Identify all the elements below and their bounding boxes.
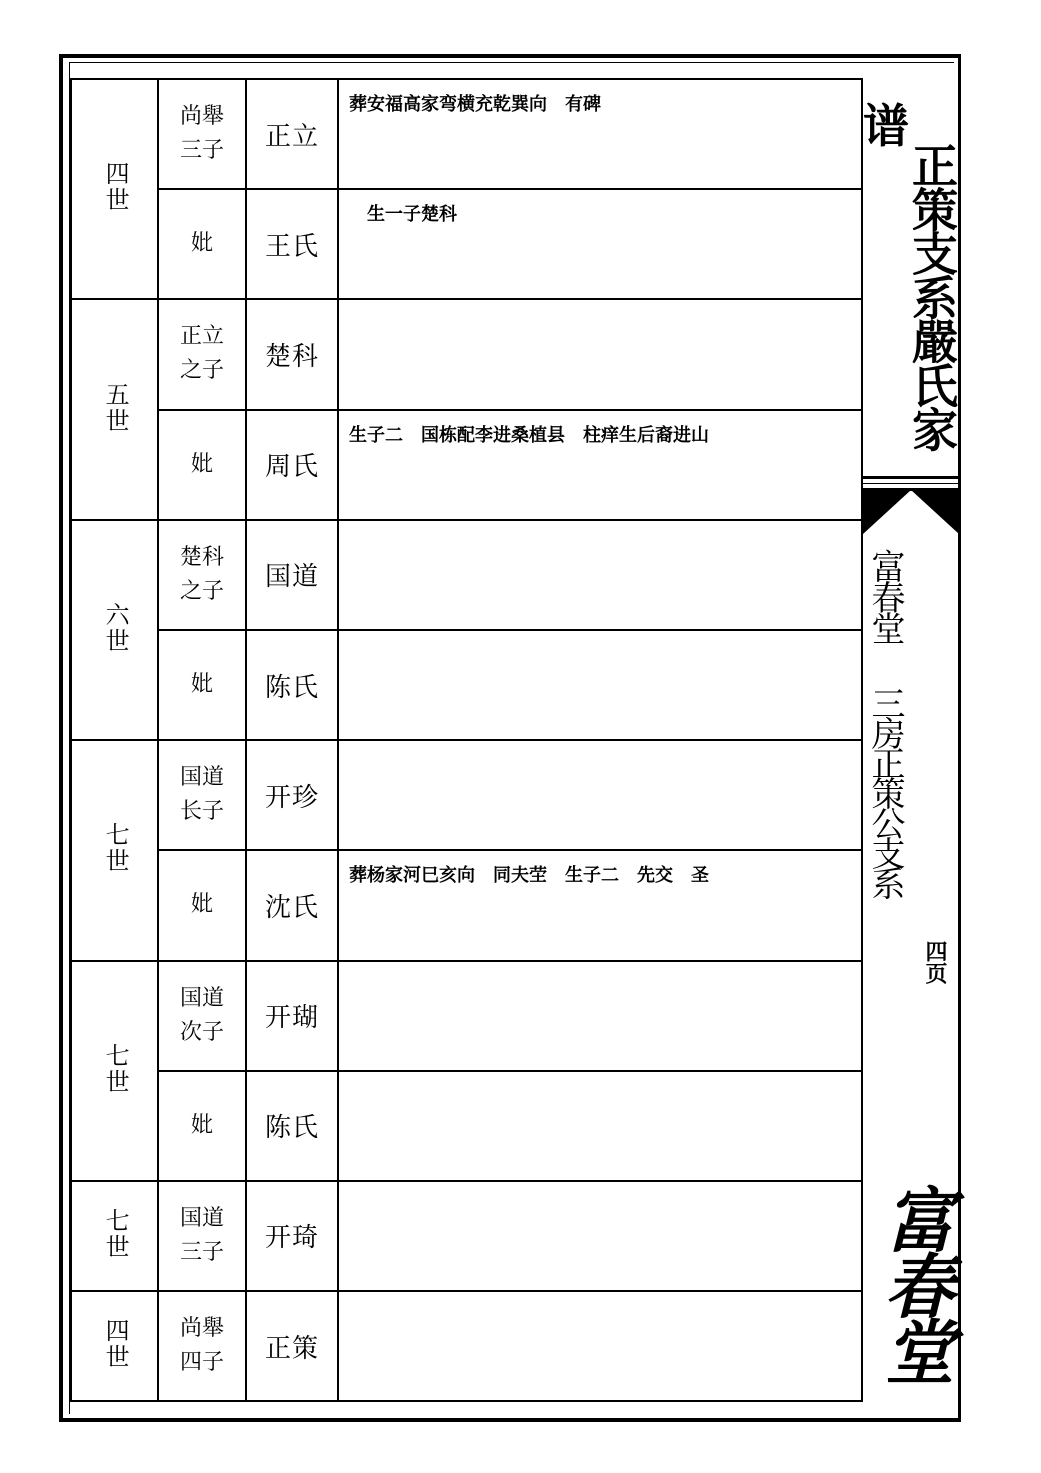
name-cell (246, 410, 338, 520)
note-cell (338, 630, 862, 740)
person-name: 楚科 (264, 341, 319, 372)
name-cell (246, 520, 338, 630)
name-cell (246, 850, 338, 960)
name-cell (246, 740, 338, 850)
relation-line-1: 楚科 (179, 544, 224, 570)
name-cell (246, 189, 338, 299)
divider-line (863, 476, 959, 479)
relation-cell (158, 740, 246, 850)
note-text: 葬杨家河巳亥向 同夫茔 生子二 先交 圣 (349, 865, 709, 887)
note-cell (338, 189, 862, 299)
person-name: 沈氏 (264, 892, 319, 923)
generation-cell (71, 1291, 158, 1401)
relation-line-1: 国道 (179, 1205, 224, 1231)
note-text (339, 962, 861, 972)
relation-line-2: 长子 (179, 799, 224, 825)
note-text (339, 521, 861, 531)
person-name: 国道 (264, 562, 319, 593)
table-row (71, 299, 862, 409)
generation-label: 七世 (101, 1042, 130, 1095)
genealogy-table (70, 78, 863, 1402)
table-row (71, 410, 862, 520)
name-cell (246, 1071, 338, 1181)
name-cell (246, 630, 338, 740)
relation-line-1: 尚舉 (179, 1316, 224, 1342)
note-text: 生一子楚科 (349, 204, 457, 226)
relation-line-1: 国道 (179, 765, 224, 791)
relation-cell (158, 1291, 246, 1401)
relation-line-2: 三子 (179, 138, 224, 164)
name-cell (246, 299, 338, 409)
name-cell (246, 79, 338, 189)
name-cell (246, 1181, 338, 1291)
genealogy-title: 正策支系嚴氏家 (905, 142, 959, 450)
note-text: 葬安福高家弯横充乾巽向 有碑 (349, 94, 601, 115)
relation-cell (158, 520, 246, 630)
relation-cell (158, 410, 246, 520)
relation-label: 妣 (190, 231, 213, 257)
title-pu-char: 谱 (863, 99, 909, 153)
chevron-ornament (863, 488, 959, 534)
note-cell (338, 79, 862, 189)
note-text (339, 1072, 861, 1082)
relation-cell (158, 1071, 246, 1181)
table-row (71, 189, 862, 299)
note-cell (338, 850, 862, 960)
page-number: 四页 (922, 940, 948, 984)
relation-line-2: 之子 (179, 578, 224, 604)
relation-line-2: 次子 (179, 1019, 224, 1045)
note-text: 生子二 国栋配李进桑植县 柱痒生后裔进山 (349, 424, 709, 446)
side-title-panel (863, 56, 959, 1420)
generation-cell (71, 299, 158, 519)
relation-label: 妣 (190, 1112, 213, 1138)
table-row (71, 1291, 862, 1401)
relation-line-2: 四子 (179, 1350, 224, 1376)
divider-line (863, 483, 959, 484)
note-text (339, 1182, 861, 1192)
brand-calligraphy: 富春堂 (873, 1184, 956, 1382)
relation-cell (158, 961, 246, 1071)
generation-label: 七世 (101, 1207, 130, 1260)
note-cell (338, 410, 862, 520)
relation-cell (158, 79, 246, 189)
note-text (339, 631, 861, 641)
person-name: 开珍 (264, 782, 319, 813)
generation-label: 六世 (101, 601, 130, 654)
relation-line-1: 正立 (179, 324, 224, 350)
name-cell (246, 1291, 338, 1401)
generation-cell (71, 79, 158, 299)
note-cell (338, 740, 862, 850)
relation-cell (158, 189, 246, 299)
generation-cell (71, 1181, 158, 1291)
note-cell (338, 299, 862, 409)
generation-label: 四世 (101, 161, 130, 214)
table-row (71, 1071, 862, 1181)
table-row (71, 630, 862, 740)
note-cell (338, 1071, 862, 1181)
relation-line-2: 三子 (179, 1239, 224, 1265)
relation-label: 妣 (190, 672, 213, 698)
relation-line-2: 之子 (179, 358, 224, 384)
generation-label: 四世 (101, 1318, 130, 1371)
name-cell (246, 961, 338, 1071)
table-row (71, 961, 862, 1071)
relation-cell (158, 1181, 246, 1291)
person-name: 开瑚 (264, 1003, 319, 1034)
person-name: 陈氏 (264, 672, 319, 703)
generation-cell (71, 740, 158, 960)
relation-line-1: 尚舉 (179, 104, 224, 130)
hall-name: 富春堂 (865, 549, 905, 642)
table-row (71, 79, 862, 189)
person-name: 正策 (264, 1333, 319, 1364)
person-name: 周氏 (264, 452, 319, 483)
table-row (71, 1181, 862, 1291)
generation-label: 五世 (101, 381, 130, 434)
relation-cell (158, 299, 246, 409)
generation-cell (71, 520, 158, 740)
person-name: 开琦 (264, 1223, 319, 1254)
note-cell (338, 1291, 862, 1401)
note-text (339, 1292, 861, 1302)
note-cell (338, 520, 862, 630)
relation-label: 妣 (190, 451, 213, 477)
person-name: 陈氏 (264, 1113, 319, 1144)
person-name: 正立 (264, 121, 319, 152)
table-row (71, 850, 862, 960)
branch-name: 三房正策公支系 (865, 686, 905, 896)
relation-cell (158, 850, 246, 960)
note-text (339, 741, 861, 751)
note-cell (338, 1181, 862, 1291)
relation-label: 妣 (190, 892, 213, 918)
note-cell (338, 961, 862, 1071)
relation-line-1: 国道 (179, 985, 224, 1011)
note-text (339, 300, 861, 310)
generation-label: 七世 (101, 822, 130, 875)
person-name: 王氏 (264, 231, 319, 262)
relation-cell (158, 630, 246, 740)
table-row (71, 740, 862, 850)
generation-cell (71, 961, 158, 1181)
table-row (71, 520, 862, 630)
